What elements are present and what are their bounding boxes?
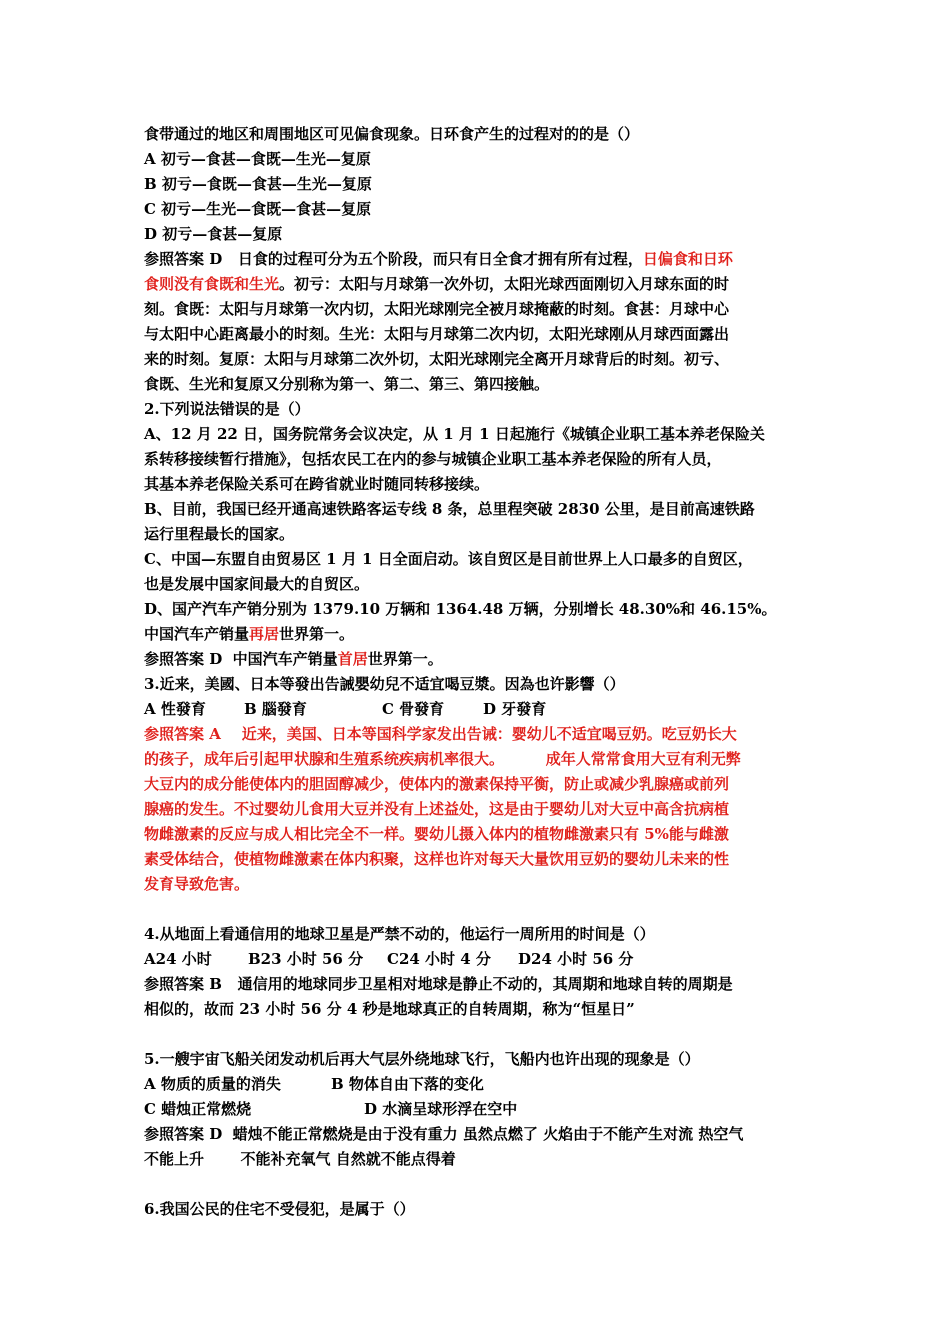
q3-option-d: D 牙發育: [483, 700, 547, 718]
q1-option-c: C 初亏—生光—食既—食甚—复原: [144, 200, 372, 218]
q1-answer-line: 与太阳中心距离最小的时刻。生光：太阳与月球第二次内切，太阳光球刚从月球西面露出: [144, 325, 730, 343]
q2-answer-text: 世界第一。: [367, 650, 443, 668]
q3-options: [144, 697, 809, 722]
q2-option-c: 也是发展中国家间最大的自贸区。: [144, 575, 370, 593]
q4-options: [144, 947, 809, 972]
q4-answer-line: 相似的，故而 23 小时 56 分 4 秒是地球真正的自转周期，称为“恒星日”: [144, 1000, 635, 1018]
q3-option-a: A 性發育: [144, 700, 206, 718]
q1-option-b: B 初亏—食既—食甚—生光—复原: [144, 175, 372, 193]
q1-option-a: A 初亏—食甚—食既—生光—复原: [144, 150, 371, 168]
q2-option-b: 运行里程最长的国家。: [144, 525, 295, 543]
document-page: [144, 122, 809, 1222]
q1-stem: 食带通过的地区和周围地区可见偏食现象。日环食产生的过程对的的是（）: [144, 125, 640, 143]
q4-stem: 4.从地面上看通信用的地球卫星是严禁不动的，他运行一周所用的时间是（）: [144, 925, 655, 943]
q2-option-d-text: 中国汽车产销量: [144, 625, 250, 643]
q2-option-c: C、中国—东盟自由贸易区 1 月 1 日全面启动。该自贸区是目前世界上人口最多的自贸区，: [144, 550, 753, 568]
q3-answer-line: 素受体结合，使植物雌激素在体内积聚，这样也许对每天大量饮用豆奶的婴幼儿未来的性: [144, 850, 730, 868]
q5-option-a: A 物质的质量的消失: [144, 1075, 281, 1093]
q5-option-c: C 蜡烛正常燃烧: [144, 1100, 252, 1118]
q5-option-d: D 水滴呈球形浮在空中: [364, 1100, 518, 1118]
q2-stem: 2.下列说法错误的是（）: [144, 400, 310, 418]
blank-line: [144, 897, 809, 922]
q5-answer-line: 参照答案 D 蜡烛不能正常燃烧是由于没有重力 虽然点燃了 火焰由于不能产生对流 热空气: [144, 1125, 744, 1143]
q5-options-row2: [144, 1097, 809, 1122]
q1-answer-text: 参照答案 D 日食的过程可分为五个阶段，而只有日全食才拥有所有过程，: [144, 250, 643, 268]
q3-answer-line: 的孩子，成年后引起甲状腺和生殖系统疾病机率很大。 成年人常常食用大豆有利无弊: [144, 750, 741, 768]
q4-option-a: A24 小时: [144, 950, 212, 968]
q1-answer-highlight: 日偏食和日环: [642, 250, 733, 268]
q3-answer-line: 大豆内的成分能使体内的胆固醇减少，使体内的激素保持平衡，防止或减少乳腺癌或前列: [144, 775, 730, 793]
q1-answer-highlight: 食则没有食既和生光: [144, 275, 280, 293]
q2-option-a: 系转移接续暂行措施》，包括农民工在内的参与城镇企业职工基本养老保险的所有人员，: [144, 450, 722, 468]
q4-answer-line: 参照答案 B 通信用的地球同步卫星相对地球是静止不动的，其周期和地球自转的周期是: [144, 975, 733, 993]
q1-answer-line: 食既、生光和复原又分别称为第一、第二、第三、第四接触。: [144, 375, 550, 393]
q3-option-c: C 骨發育: [382, 700, 445, 718]
q4-option-b: B23 小时 56 分: [248, 950, 364, 968]
blank-line: [144, 1172, 809, 1197]
q6-stem: 6.我国公民的住宅不受侵犯，是属于（）: [144, 1200, 415, 1218]
q1-answer-line: 来的时刻。复原：太阳与月球第二次外切，太阳光球刚完全离开月球背后的时刻。初亏、: [144, 350, 730, 368]
q5-stem: 5.一艘宇宙飞船关闭发动机后再大气层外绕地球飞行，飞船内也许出现的现象是（）: [144, 1050, 700, 1068]
q5-options-row1: [144, 1072, 809, 1097]
q4-option-d: D24 小时 56 分: [518, 950, 634, 968]
q1-option-d: D 初亏—食甚—复原: [144, 225, 283, 243]
q3-stem: 3.近来，美國、日本等發出告誡嬰幼兒不适宜喝豆漿。因為也许影響（）: [144, 675, 625, 693]
q2-answer-text: 参照答案 D 中国汽车产销量: [144, 650, 338, 668]
q3-answer-line: 物雌激素的反应与成人相比完全不一样。婴幼儿摄入体内的植物雌激素只有 5%能与雌激: [144, 825, 729, 843]
q2-option-d: D、国产汽车产销分别为 1379.10 万辆和 1364.48 万辆，分别增长 48.30%和 46.15%。: [144, 600, 777, 618]
q5-option-b: B 物体自由下落的变化: [331, 1075, 484, 1093]
q1-answer-line: 刻。食既：太阳与月球第一次内切，太阳光球刚完全被月球掩蔽的时刻。食甚：月球中心: [144, 300, 730, 318]
q2-option-d: [144, 622, 809, 647]
blank-line: [144, 1022, 809, 1047]
q1-answer-line: [144, 272, 809, 297]
q3-option-b: B 腦發育: [244, 700, 307, 718]
q3-answer-line: 腺癌的发生。不过婴幼儿食用大豆并没有上述益处，这是由于婴幼儿对大豆中高含抗病植: [144, 800, 730, 818]
q2-option-d-highlight: 再居: [249, 625, 280, 643]
q2-answer-highlight: 首居: [337, 650, 368, 668]
q2-answer: [144, 647, 809, 672]
q2-option-a: 其基本养老保险关系可在跨省就业时随同转移接续。: [144, 475, 490, 493]
q2-option-d-text: 世界第一。: [279, 625, 355, 643]
q2-option-b: B、目前，我国已经开通高速铁路客运专线 8 条，总里程突破 2830 公里，是目前高速铁路: [144, 500, 755, 518]
q1-answer-text: 。初亏：太阳与月球第一次外切，太阳光球西面刚切入月球东面的时: [279, 275, 730, 293]
q4-option-c: C24 小时 4 分: [387, 950, 491, 968]
q2-option-a: A、12 月 22 日，国务院常务会议决定，从 1 月 1 日起施行《城镇企业职工基本养老保险关: [144, 425, 765, 443]
q1-answer-line: [144, 247, 809, 272]
q3-answer-line: 发育导致危害。: [144, 875, 250, 893]
q5-answer-line: 不能上升 不能补充氧气 自然就不能点得着: [144, 1150, 456, 1168]
q3-answer-line: 参照答案 A 近来，美国、日本等国科学家发出告诫：婴幼儿不适宜喝豆奶。吃豆奶长大: [144, 725, 737, 743]
